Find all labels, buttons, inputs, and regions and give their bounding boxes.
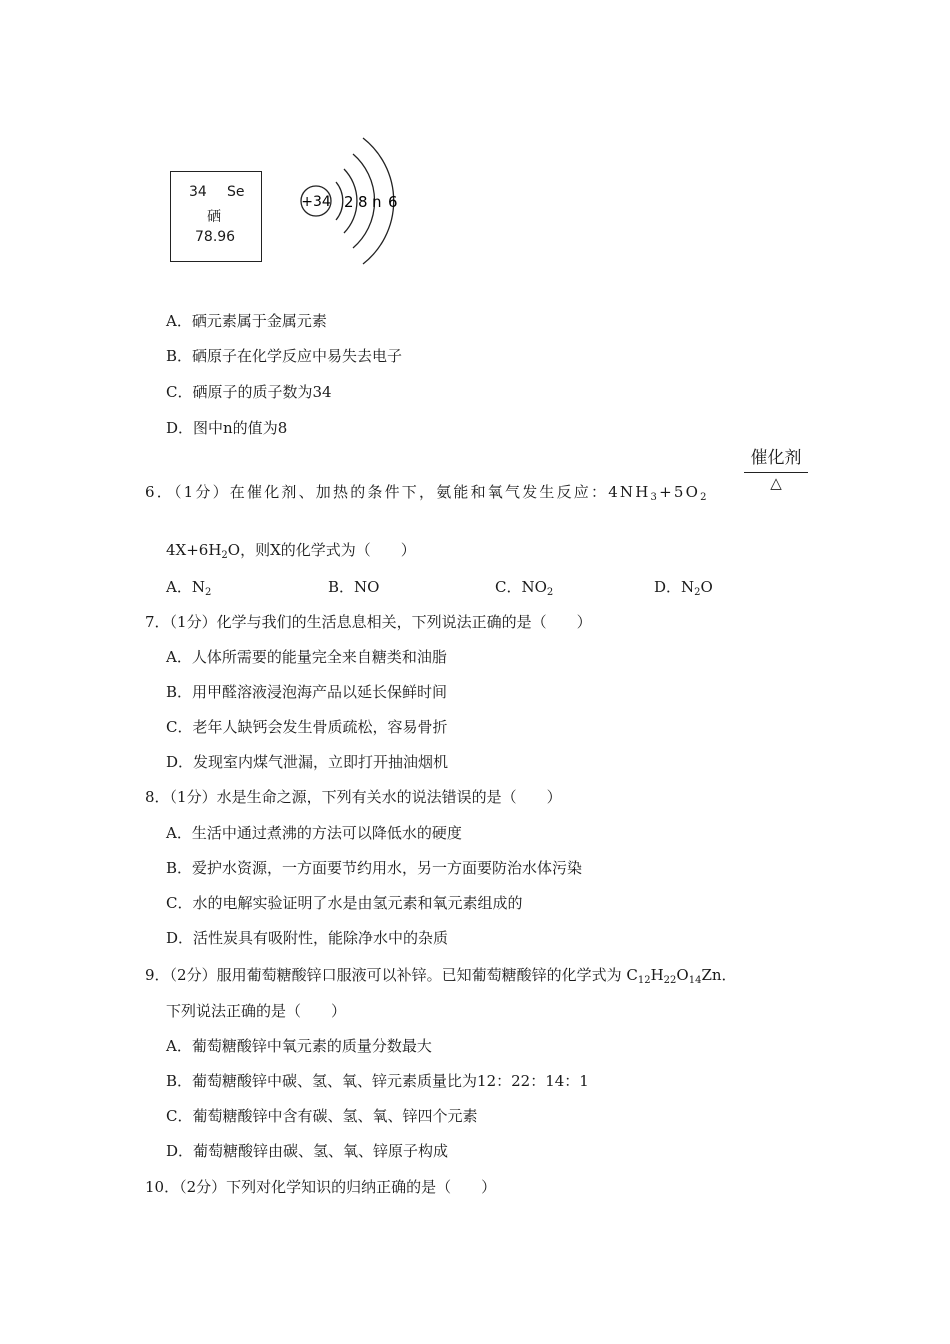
q7-option-d: D．发现室内煤气泄漏，立即打开抽油烟机 [166,753,449,771]
q5-option-a: A．硒元素属于金属元素 [166,312,327,330]
q6-option-b-text: B．NO [328,578,380,596]
q6-sub-3: 3 [650,492,660,503]
q9-stem-line2: 下列说法正确的是（ ） [166,1002,347,1020]
q6-option-c-sub: 2 [546,587,554,598]
q9-stem [145,965,737,985]
q6-option-d-text: D．N [654,578,695,596]
q8-option-b: B．爱护水资源，一方面要节约用水，另一方面要防治水体污染 [166,859,583,877]
q7-option-c: C．老年人缺钙会发生骨质疏松，容易骨折 [166,718,448,736]
q6-line2 [166,540,416,560]
q6-option-d-sub: 2 [694,587,701,598]
element-card [170,171,262,262]
shell-4-count: 6 [388,193,398,211]
shell-1-count: 2 [344,193,354,211]
q5-option-d: D．图中n的值为8 [166,419,288,437]
atomic-mass: 78.96 [195,229,236,245]
q8-stem: 8．（1分）水是生命之源，下列有关水的说法错误的是（ ） [145,788,562,806]
atom-structure-diagram [292,124,412,284]
q6-option-a-sub: 2 [204,587,212,598]
q6-stem-text: 6．（1分）在催化剂、加热的条件下，氨能和氧气发生反应：4NH [145,483,651,501]
q6-stem [145,482,709,502]
nucleus-charge: +34 [301,194,331,210]
q7-option-b: B．用甲醛溶液浸泡海产品以延长保鲜时间 [166,683,448,701]
q6-option-d [654,577,713,597]
shell-3-count: n [372,193,382,211]
q6-option-b [328,577,379,597]
q9-h: H [650,966,664,984]
element-symbol: Se [227,184,245,200]
q9-o: O [676,966,689,984]
q9-zn: Zn． [701,966,737,984]
heat-symbol: △ [770,474,782,492]
q9-option-d: D．葡萄糖酸锌由碳、氢、氧、锌原子构成 [166,1142,449,1160]
q9-stem-text: 9．（2分）服用葡萄糖酸锌口服液可以补锌。已知葡萄糖酸锌的化学式为 C [145,966,638,984]
q6-stem-mid: +5O [659,483,701,501]
q6-line2-a: 4X+6H [166,541,222,559]
q9-sub-o: 14 [688,975,702,986]
q6-option-d-post: O [700,578,713,596]
q10-stem: 10．（2分）下列对化学知识的归纳正确的是（ ） [145,1178,497,1196]
element-name: 硒 [207,209,221,225]
reaction-condition [744,447,808,497]
q5-option-b: B．硒原子在化学反应中易失去电子 [166,347,403,365]
q6-option-c [495,577,553,597]
q6-option-a-text: A．N [166,578,205,596]
catalyst-label: 催化剂 [750,448,802,468]
q8-option-d: D．活性炭具有吸附性，能除净水中的杂质 [166,929,449,947]
q8-option-a: A．生活中通过煮沸的方法可以降低水的硬度 [166,824,462,842]
q9-option-b: B．葡萄糖酸锌中碳、氢、氧、锌元素质量比为12：22：14：1 [166,1072,589,1090]
q7-stem: 7．（1分）化学与我们的生活息息相关，下列说法正确的是（ ） [145,613,592,631]
q9-option-a: A．葡萄糖酸锌中氧元素的质量分数最大 [166,1037,432,1055]
reaction-arrow-bar [744,472,808,473]
q8-option-c: C．水的电解实验证明了水是由氢元素和氧元素组成的 [166,894,523,912]
q6-option-a [166,577,211,597]
q5-option-c: C．硒原子的质子数为34 [166,383,332,401]
atomic-number: 34 [189,184,207,200]
q9-sub-c: 12 [637,975,651,986]
shell-2-count: 8 [358,193,368,211]
q6-line2-sub: 2 [221,550,228,561]
q7-option-a: A．人体所需要的能量完全来自糖类和油脂 [166,648,447,666]
q6-option-c-text: C．NO [495,578,547,596]
q9-option-c: C．葡萄糖酸锌中含有碳、氢、氧、锌四个元素 [166,1107,478,1125]
q6-sub-2: 2 [700,492,709,503]
q9-sub-h: 22 [663,975,677,986]
q6-line2-b: O，则X的化学式为（ ） [227,541,416,559]
